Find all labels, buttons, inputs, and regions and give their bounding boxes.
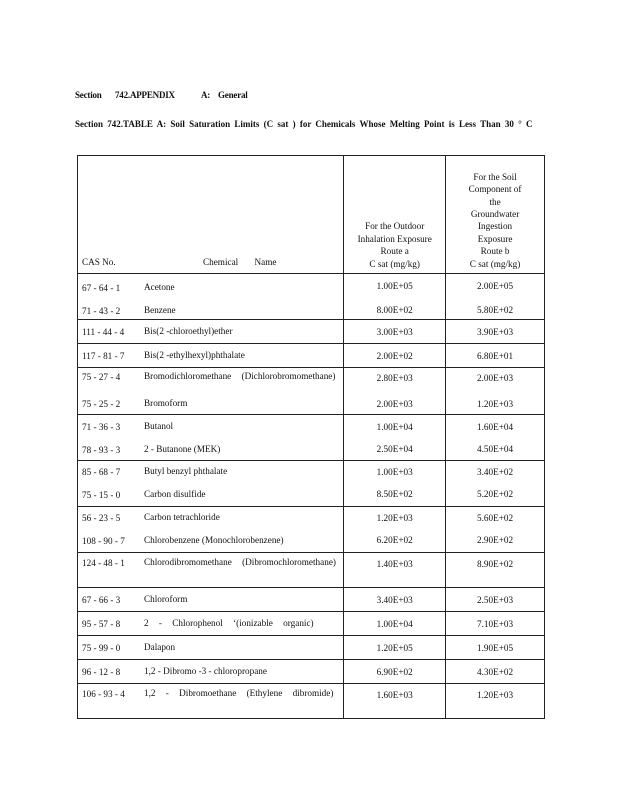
table-row-group [78, 344, 545, 368]
chemical-name-header: Chemical Name [203, 257, 277, 267]
groundwater-csat-value: 2.50E+03 [477, 595, 514, 605]
table-row-group [78, 461, 545, 507]
groundwater-csat-value: 2.00E+05 [477, 281, 514, 291]
cas-number: 108 - 90 - 7 [82, 536, 125, 546]
outdoor-value-cell [344, 320, 446, 344]
groundwater-csat-value: 6.80E+01 [477, 351, 514, 361]
groundwater-csat-value: 2.90E+02 [477, 535, 514, 545]
chemical-name: Chloroform [144, 594, 188, 604]
chemical-name: Carbon disulfide [144, 489, 206, 499]
outdoor-csat-value: 2.00E+02 [376, 351, 413, 361]
outdoor-value-cell [344, 660, 446, 684]
outdoor-value-cell [344, 684, 446, 719]
outdoor-csat-value: 1.00E+04 [376, 422, 413, 432]
chemical-name: Bis(2 -chloroethyl)ether [144, 326, 233, 336]
outdoor-value-cell [344, 636, 446, 660]
cas-number: 75 - 15 - 0 [82, 490, 121, 500]
cas-number: 117 - 81 - 7 [82, 351, 125, 361]
cas-number: 106 - 93 - 4 [82, 689, 125, 699]
outdoor-csat-value: 1.00E+05 [376, 281, 413, 291]
chemical-name: 2 - Butanone (MEK) [144, 444, 221, 454]
groundwater-csat-value: 1.20E+03 [477, 399, 514, 409]
chemical-name: 1,2 - Dibromo -3 - chloropropane [144, 666, 267, 676]
groundwater-header-line: the [489, 196, 501, 207]
cas-number: 96 - 12 - 8 [82, 667, 121, 677]
groundwater-value-cell [446, 636, 545, 660]
chemical-cell [78, 612, 344, 636]
cas-number: 124 - 48 - 1 [82, 558, 125, 568]
groundwater-csat-value: 1.90E+05 [477, 643, 514, 653]
chemical-name: Butyl benzyl phthalate [144, 466, 228, 476]
outdoor-inhalation-header [344, 156, 446, 274]
chemical-cell [78, 660, 344, 684]
cas-number: 111 - 44 - 4 [82, 327, 125, 337]
table-row-group [78, 507, 545, 553]
saturation-limits-table [77, 155, 545, 719]
table-title: Section 742.TABLE A: Soil Saturation Limits (C sat ) for Chemicals Whose Melting Point is Less Than 30 ° C [75, 119, 533, 129]
table-row-group [78, 274, 545, 320]
chemical-name: 1,2 - Dibromoethane (Ethylene dibromide) [144, 688, 334, 698]
table-row-group [78, 636, 545, 660]
outdoor-header-line: Inhalation Exposure [357, 233, 432, 244]
table-row-group [78, 368, 545, 415]
groundwater-value-cell [446, 344, 545, 368]
outdoor-value-cell [344, 368, 446, 415]
outdoor-value-cell [344, 344, 446, 368]
groundwater-value-cell [446, 588, 545, 612]
table-row-group [78, 553, 545, 588]
section-word: Section [75, 90, 102, 100]
groundwater-csat-value: 4.50E+04 [477, 444, 514, 454]
outdoor-value-cell [344, 612, 446, 636]
outdoor-csat-value: 1.60E+03 [376, 690, 413, 700]
chemical-name: Benzene [144, 305, 176, 315]
chemical-name: Acetone [144, 282, 175, 292]
chemical-name: Chlorobenzene (Monochlorobenzene) [144, 535, 284, 545]
header-left-cell [78, 156, 344, 274]
groundwater-header-line: Ingestion [477, 221, 513, 232]
chemical-cell [78, 507, 344, 553]
groundwater-value-cell [446, 274, 545, 320]
outdoor-csat-value: 1.20E+03 [376, 513, 413, 523]
outdoor-csat-value: 1.20E+05 [376, 643, 413, 653]
chemical-name: Dalapon [144, 642, 176, 652]
groundwater-csat-value: 1.20E+03 [477, 690, 514, 700]
groundwater-csat-value: 5.60E+02 [477, 513, 514, 523]
chemical-cell [78, 368, 344, 415]
groundwater-csat-value: 4.30E+02 [477, 667, 514, 677]
groundwater-value-cell [446, 461, 545, 507]
chemical-cell [78, 320, 344, 344]
chemical-cell [78, 588, 344, 612]
outdoor-csat-value: 8.50E+02 [376, 489, 413, 499]
outdoor-csat-value: 3.40E+03 [376, 595, 413, 605]
groundwater-value-cell [446, 320, 545, 344]
chemical-cell [78, 636, 344, 660]
outdoor-value-cell [344, 274, 446, 320]
appendix-title: General [218, 90, 248, 100]
cas-number: 67 - 64 - 1 [82, 283, 121, 293]
chemical-name: 2 - Chlorophenol ‘(ionizable organic) [144, 618, 314, 628]
outdoor-csat-value: 6.20E+02 [376, 535, 413, 545]
table-row-group [78, 320, 545, 344]
groundwater-value-cell [446, 553, 545, 588]
groundwater-csat-value: 8.90E+02 [477, 559, 514, 569]
groundwater-value-cell [446, 660, 545, 684]
cas-number: 78 - 93 - 3 [82, 445, 121, 455]
groundwater-header-line: For the Soil [473, 171, 517, 182]
outdoor-csat-value: 1.40E+03 [376, 559, 413, 569]
chemical-name: Chlorodibromomethane (Dibromochloromethane) [144, 557, 336, 567]
outdoor-value-cell [344, 461, 446, 507]
groundwater-csat-value: 3.40E+02 [477, 467, 514, 477]
cas-header: CAS No. [82, 257, 116, 267]
groundwater-csat-value: 1.60E+04 [477, 422, 514, 432]
chemical-name: Bis(2 -ethylhexyl)phthalate [144, 350, 245, 360]
chemical-name: Carbon tetrachloride [144, 512, 220, 522]
outdoor-csat-value: 2.00E+03 [376, 399, 413, 409]
groundwater-value-cell [446, 415, 545, 461]
groundwater-header-line: Component of [468, 184, 522, 195]
chemical-cell [78, 553, 344, 588]
groundwater-csat-value: 2.00E+03 [477, 373, 514, 383]
outdoor-unit: C sat (mg/kg) [369, 258, 420, 269]
outdoor-header-line: For the Outdoor [365, 221, 425, 232]
outdoor-csat-value: 3.00E+03 [376, 327, 413, 337]
cas-number: 75 - 99 - 0 [82, 643, 121, 653]
groundwater-ingestion-header [446, 156, 545, 274]
chemical-cell [78, 684, 344, 719]
appendix-label: 742.APPENDIX [115, 90, 175, 100]
chemical-name: Bromodichloromethane (Dichlorobromomethane) [144, 371, 336, 381]
outdoor-value-cell [344, 588, 446, 612]
table-header-row [78, 156, 545, 274]
groundwater-csat-value: 3.90E+03 [477, 327, 514, 337]
groundwater-value-cell [446, 684, 545, 719]
outdoor-value-cell [344, 553, 446, 588]
cas-number: 75 - 25 - 2 [82, 399, 121, 409]
appendix-letter: A: [201, 90, 211, 100]
table-row-group [78, 415, 545, 461]
chemical-cell [78, 274, 344, 320]
outdoor-header-line: Route a [380, 246, 409, 257]
chemical-cell [78, 461, 344, 507]
cas-number: 67 - 66 - 3 [82, 595, 121, 605]
chemical-name: Bromoform [144, 398, 188, 408]
groundwater-unit: C sat (mg/kg) [469, 258, 521, 269]
chemical-cell [78, 344, 344, 368]
groundwater-header-line: Route b [480, 246, 510, 257]
table-row-group [78, 684, 545, 719]
groundwater-header-line: Exposure [477, 233, 513, 244]
outdoor-csat-value: 2.80E+03 [376, 373, 413, 383]
outdoor-csat-value: 1.00E+03 [376, 467, 413, 477]
table-row-group [78, 612, 545, 636]
cas-number: 85 - 68 - 7 [82, 467, 121, 477]
outdoor-value-cell [344, 507, 446, 553]
cas-number: 56 - 23 - 5 [82, 513, 121, 523]
groundwater-value-cell [446, 368, 545, 415]
outdoor-value-cell [344, 415, 446, 461]
table-row-group [78, 588, 545, 612]
groundwater-value-cell [446, 612, 545, 636]
chemical-name: Butanol [144, 421, 174, 431]
outdoor-csat-value: 1.00E+04 [376, 619, 413, 629]
outdoor-csat-value: 6.90E+02 [376, 667, 413, 677]
groundwater-csat-value: 5.80E+02 [477, 305, 514, 315]
groundwater-csat-value: 7.10E+03 [477, 619, 514, 629]
groundwater-csat-value: 5.20E+02 [477, 489, 514, 499]
cas-number: 71 - 43 - 2 [82, 306, 121, 316]
groundwater-header-line: Groundwater [470, 208, 520, 219]
outdoor-csat-value: 8.00E+02 [376, 305, 413, 315]
chemical-cell [78, 415, 344, 461]
cas-number: 75 - 27 - 4 [82, 372, 121, 382]
cas-number: 71 - 36 - 3 [82, 422, 121, 432]
table-row-group [78, 660, 545, 684]
outdoor-csat-value: 2.50E+04 [376, 444, 413, 454]
groundwater-value-cell [446, 507, 545, 553]
cas-number: 95 - 57 - 8 [82, 619, 121, 629]
